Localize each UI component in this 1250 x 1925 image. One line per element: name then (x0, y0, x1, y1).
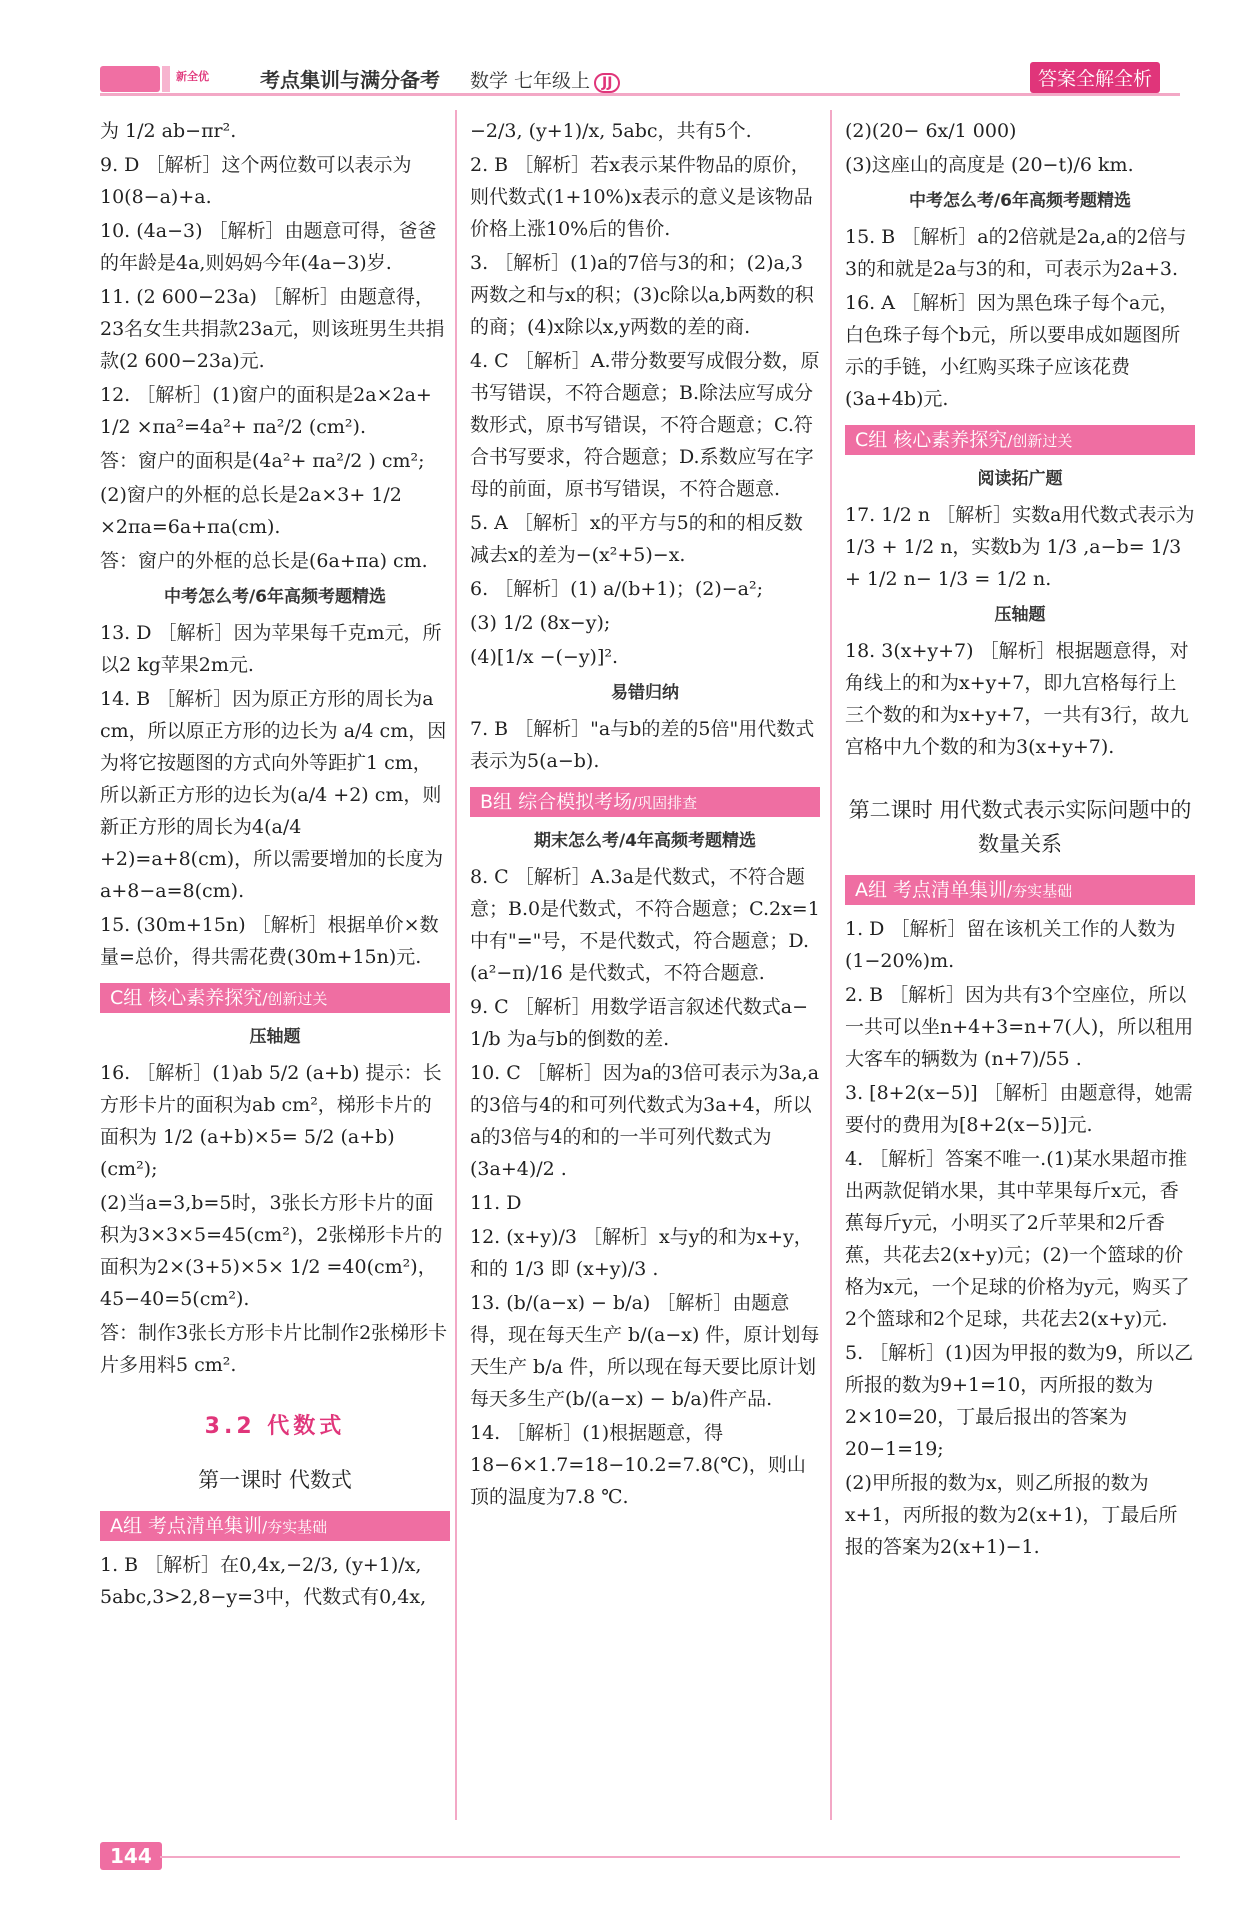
answer-paragraph: 12. ［解析］(1)窗户的面积是2a×2a+ 1/2 ×πa²=4a²+ πa²/2 (cm²). (100, 384, 432, 438)
header-accent-2 (162, 66, 170, 92)
group-band: A组 考点清单集训/夯实基础 (845, 875, 1195, 905)
answer-paragraph: 16. ［解析］(1)ab 5/2 (a+b) 提示：长方形卡片的面积为ab cm²，梯形卡片的面积为 1/2 (a+b)×5= 5/2 (a+b)(cm²); (100, 1062, 442, 1180)
answer-paragraph: 15. B ［解析］a的2倍就是2a,a的2倍与3的和就是2a与3的和，可表示为2a+3. (845, 226, 1187, 280)
answer-paragraph: 9. D ［解析］这个两位数可以表示为10(8−a)+a. (100, 154, 412, 208)
answer-paragraph: 1. D ［解析］留在该机关工作的人数为(1−20%)m. (845, 918, 1176, 972)
answer-paragraph: 17. 1/2 n ［解析］实数a用代数式表示为 1/3 + 1/2 n，实数b为 1/3 ,a−b= 1/3 + 1/2 n− 1/3 = 1/2 n. (845, 504, 1195, 590)
answer-paragraph: 答：窗户的面积是(4a²+ πa²/2 ) cm²; (100, 450, 425, 472)
group-band: C组 核心素养探究/创新过关 (845, 425, 1195, 455)
answer-paragraph: 7. B ［解析］"a与b的差的5倍"用代数式表示为5(a−b). (470, 718, 815, 772)
answer-paragraph: 11. D (470, 1192, 522, 1214)
answer-paragraph: 5. ［解析］(1)因为甲报的数为9，所以乙所报的数为9+1=10，丙所报的数为2×10=20，丁最后报出的答案为20−1=19; (845, 1342, 1194, 1460)
answer-paragraph: 14. ［解析］(1)根据题意，得18−6×1.7=18−10.2=7.8(℃)，则山顶的温度为7.8 ℃. (470, 1422, 806, 1508)
subject-label: 数学 七年级上 JJ (470, 66, 620, 93)
answer-paragraph: 2. B ［解析］因为共有3个空座位，所以一共可以坐n+4+3=n+7(人)，所以租用大客车的辆数为 (n+7)/55 . (845, 984, 1194, 1070)
answer-paragraph: 5. A ［解析］x的平方与5的和的相反数减去x的差为−(x²+5)−x. (470, 512, 803, 566)
edition-badge: JJ (594, 73, 620, 93)
column-3 (845, 115, 1195, 1565)
page-number: 144 (100, 1842, 162, 1870)
answer-paragraph: 8. C ［解析］A.3a是代数式，不符合题意；B.0是代数式，不符合题意；C.2x=1中有"="号，不是代数式，符合题意；D. (a²−π)/16 是代数式，不符合题意. (470, 866, 820, 984)
answer-paragraph: (2)(20− 6x/1 000) (845, 120, 1017, 142)
answer-paragraph: 10. (4a−3) ［解析］由题意可得，爸爸的年龄是4a,则妈妈今年(4a−3)岁. (100, 220, 437, 274)
answer-paragraph: 12. (x+y)/3 ［解析］x与y的和为x+y，和的 1/3 即 (x+y)/3 . (470, 1226, 813, 1280)
column-2 (470, 115, 820, 1515)
answer-paragraph: (3)这座山的高度是 (20−t)/6 km. (845, 154, 1134, 176)
answer-paragraph: 11. (2 600−23a) ［解析］由题意得，23名女生共捐款23a元，则该班男生共捐款(2 600−23a)元. (100, 286, 445, 372)
answer-paragraph: 6. ［解析］(1) a/(b+1)；(2)−a²; (470, 578, 764, 600)
header-divider (100, 93, 1180, 96)
section-label: 压轴题 (249, 1027, 301, 1047)
group-band: A组 考点清单集训/夯实基础 (100, 1511, 450, 1541)
answer-paragraph: 13. (b/(a−x) − b/a) ［解析］由题意得，现在每天生产 b/(a−x) 件，原计划每天生产 b/a 件，所以现在每天要比原计划每天多生产(b/(a−x) − b/a)件产品. (470, 1292, 820, 1410)
section-label: 阅读拓广题 (977, 469, 1063, 489)
answer-paragraph: (2)窗户的外框的总长是2a×3+ 1/2 ×2πa=6a+πa(cm). (100, 484, 402, 538)
section-label: 压轴题 (994, 605, 1046, 625)
answer-paragraph: −2/3, (y+1)/x, 5abc，共有5个. (470, 120, 752, 142)
chapter-heading: 3.2 代数式 (204, 1414, 346, 1439)
answer-paragraph: 4. ［解析］答案不唯一.(1)某水果超市推出两款促销水果，其中苹果每斤x元，香蕉每斤y元，小明买了2斤苹果和2斤香蕉，共花去2(x+y)元；(2)一个篮球的价格为x元，一个足球的价格为y元，购买了2个篮球和2个足球，共花去2(x+y)元. (845, 1148, 1190, 1330)
brand-logo: 新全优 (176, 70, 209, 83)
answer-paragraph: 答：制作3张长方形卡片比制作2张梯形卡片多用料5 cm². (100, 1322, 448, 1376)
answer-paragraph: 16. A ［解析］因为黑色珠子每个a元，白色珠子每个b元，所以要串成如题图所示的手链，小红购买珠子应该花费(3a+4b)元. (845, 292, 1181, 410)
answer-paragraph: 3. ［解析］(1)a的7倍与3的和；(2)a,3两数之和与x的积；(3)c除以a,b两数的积的商；(4)x除以x,y两数的差的商. (470, 252, 814, 338)
answer-paragraph: (4)[1/x −(−y)]². (470, 646, 619, 668)
section-label: 期末怎么考/4年高频考题精选 (533, 831, 757, 851)
group-band: C组 核心素养探究/创新过关 (100, 983, 450, 1013)
section-label: 易错归纳 (611, 683, 679, 703)
answer-paragraph: 15. (30m+15n) ［解析］根据单价×数量=总价，得共需花费(30m+15n)元. (100, 914, 439, 968)
section-label: 中考怎么考/6年高频考题精选 (908, 191, 1132, 211)
answer-paragraph: 18. 3(x+y+7) ［解析］根据题意得，对角线上的和为x+y+7，即九宫格每行上三个数的和为x+y+7，一共有3行，故九宫格中九个数的和为3(x+y+7). (845, 640, 1189, 758)
column-divider-1 (455, 110, 457, 1820)
section-label: 中考怎么考/6年高频考题精选 (163, 587, 387, 607)
book-title: 考点集训与满分备考 (260, 68, 440, 92)
header-bar (100, 66, 1180, 94)
answer-paragraph: 9. C ［解析］用数学语言叙述代数式a− 1/b 为a与b的倒数的差. (470, 996, 808, 1050)
footer-divider (160, 1856, 1180, 1858)
answer-paragraph: (2)甲所报的数为x，则乙所报的数为x+1，丙所报的数为2(x+1)，丁最后所报的答案为2(x+1)−1. (845, 1472, 1178, 1558)
answer-paragraph: 3. [8+2(x−5)] ［解析］由题意得，她需要付的费用为[8+2(x−5)]元. (845, 1082, 1193, 1136)
answer-paragraph: 14. B ［解析］因为原正方形的周长为a cm，所以原正方形的边长为 a/4 cm，因为将它按题图的方式向外等距扩1 cm，所以新正方形的边长为(a/4 +2) cm，则新正方形的周长为4(a/4 +2)=a+8(cm)，所以需要增加的长度为a+8−a=8(cm). (100, 688, 447, 902)
answer-paragraph: 13. D ［解析］因为苹果每千克m元，所以2 kg苹果2m元. (100, 622, 442, 676)
column-divider-2 (830, 110, 832, 1820)
header-accent (100, 66, 160, 92)
answer-paragraph: 10. C ［解析］因为a的3倍可表示为3a,a的3倍与4的和可列代数式为3a+4，所以a的3倍与4的和的一半可列代数式为 (3a+4)/2 . (470, 1062, 820, 1180)
answer-paragraph: (3) 1/2 (8x−y); (470, 612, 611, 634)
group-band: B组 综合模拟考场/巩固排查 (470, 787, 820, 817)
answer-paragraph: 1. B ［解析］在0,4x,−2/3, (y+1)/x, 5abc,3>2,8−y=3中，代数式有0,4x, (100, 1554, 427, 1608)
answer-paragraph: 4. C ［解析］A.带分数要写成假分数，原书写错误，不符合题意；B.除法应写成分数形式，原书写错误，不符合题意；C.符合书写要求，符合题意；D.系数应写在字母的前面，原书写错误，不符合题意. (470, 350, 820, 500)
lesson-title: 第一课时 代数式 (198, 1468, 352, 1492)
lesson-title: 第二课时 用代数式表示实际问题中的数量关系 (848, 798, 1192, 856)
column-1 (100, 115, 450, 1615)
answer-paragraph: 答：窗户的外框的总长是(6a+πa) cm. (100, 550, 428, 572)
answer-paragraph: (2)当a=3,b=5时，3张长方形卡片的面积为3×3×5=45(cm²)，2张梯形卡片的面积为2×(3+5)×5× 1/2 =40(cm²)，45−40=5(cm²). (100, 1192, 443, 1310)
answer-paragraph: 为 1/2 ab−πr². (100, 120, 237, 142)
answer-tag: 答案全解全析 (1030, 62, 1160, 93)
answer-paragraph: 2. B ［解析］若x表示某件物品的原价，则代数式(1+10%)x表示的意义是该物品价格上涨10%后的售价. (470, 154, 813, 240)
